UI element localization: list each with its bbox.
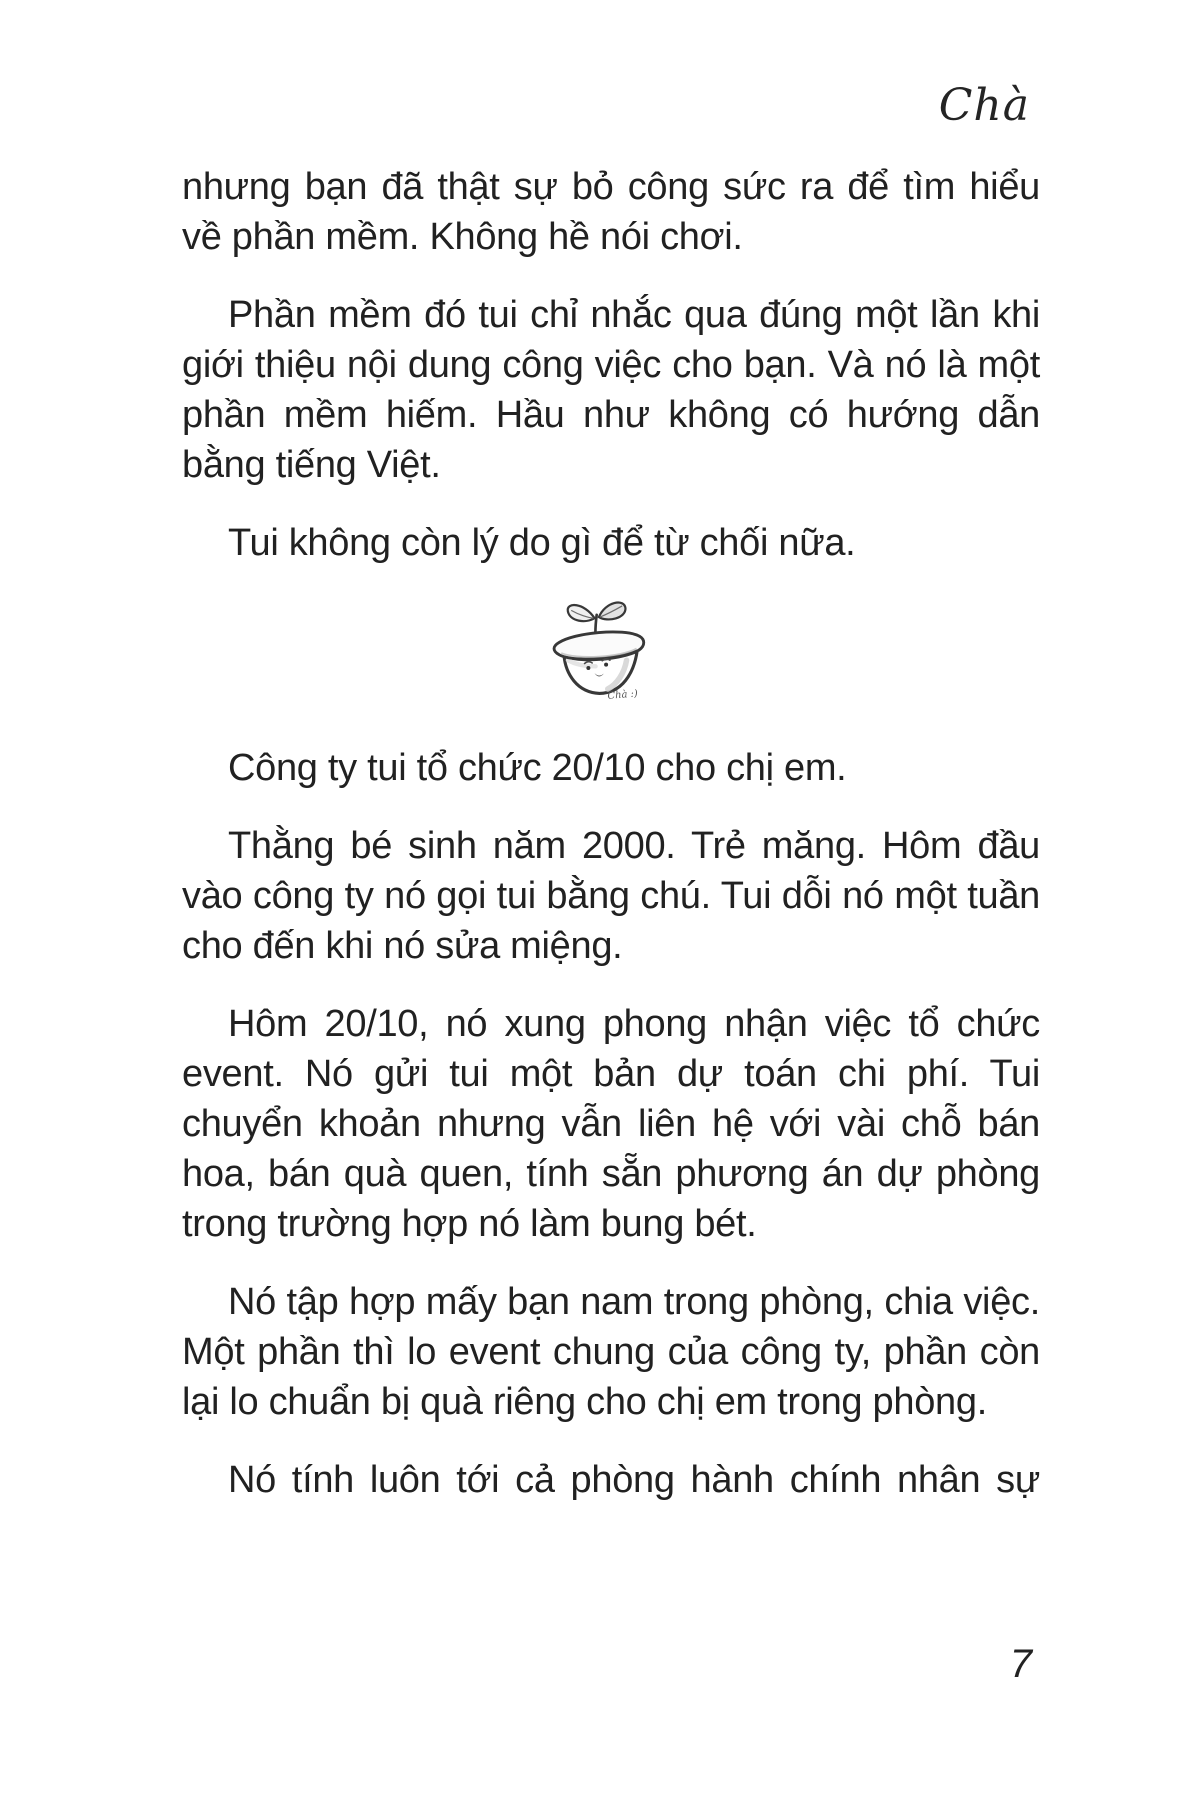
paragraph: Nó tính luôn tới cả phòng hành chính nhân sự — [228, 1458, 1040, 1501]
illustration-signature: Chà :) — [607, 688, 639, 702]
flower-pot-sprout-icon — [538, 596, 662, 705]
paragraph: Hôm 20/10, nó xung phong nhận việc tổ chức event. Nó gửi tui một bản dự toán chi phí. Tui chuyển khoản nhưng vẫn liên hệ với vài chỗ bán hoa, bán quà quen, tính sẵn phương án dự phòng trong trường hợp nó làm bung bét. — [182, 1002, 1040, 1245]
paragraph: nhưng bạn đã thật sự bỏ công sức ra để tìm hiểu về phần mềm. Không hề nói chơi. — [182, 166, 1040, 258]
paragraph: Thằng bé sinh năm 2000. Trẻ măng. Hôm đầu vào công ty nó gọi tui bằng chú. Tui dỗi nó một tuần cho đến khi nó sửa miệng. — [182, 824, 1040, 967]
page-number: 7 — [1009, 1642, 1032, 1686]
page-body — [182, 162, 1040, 1533]
flower-pot-illustration — [538, 596, 662, 705]
paragraph: Tui không còn lý do gì để từ chối nữa. — [228, 522, 856, 564]
paragraph: Công ty tui tổ chức 20/10 cho chị em. — [228, 746, 847, 789]
paragraph: Phần mềm đó tui chỉ nhắc qua đúng một lần khi giới thiệu nội dung công việc cho bạn. Và nó là một phần mềm hiếm. Hầu như không có hướng dẫn bằng tiếng Việt. — [182, 294, 1040, 486]
paragraph: Nó tập hợp mấy bạn nam trong phòng, chia việc. Một phần thì lo event chung của công ty, phần còn lại lo chuẩn bị quà riêng cho chị em trong phòng. — [182, 1280, 1040, 1423]
running-header-title: Chà — [938, 80, 1030, 131]
